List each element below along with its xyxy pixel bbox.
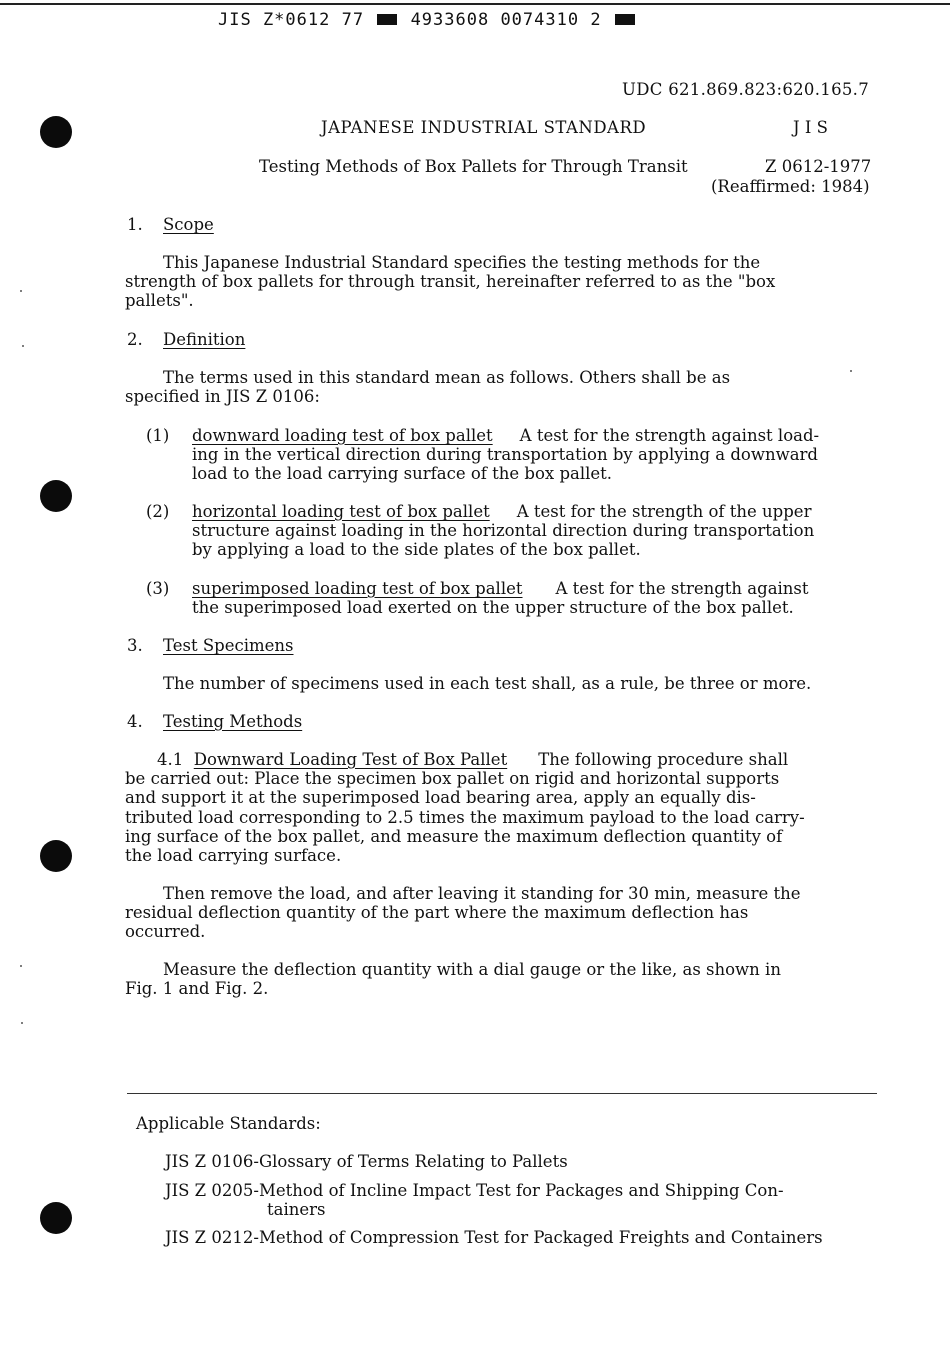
definition-term: superimposed loading test of box pallet <box>192 579 523 598</box>
procedure-line: the load carrying surface. <box>125 846 342 866</box>
scan-speck <box>850 370 852 372</box>
udc-number: UDC 621.869.823:620.165.7 <box>622 80 870 99</box>
residual-deflection-paragraph <box>125 884 801 942</box>
definition-item <box>192 502 814 560</box>
footnote-divider <box>127 1093 877 1094</box>
definition-line: The terms used in this standard mean as follows. Others shall be as <box>163 368 731 387</box>
scan-speck <box>21 1022 23 1024</box>
standard-code: Z 0612-1977 <box>765 157 872 176</box>
section-4-title: Testing Methods <box>163 712 303 731</box>
definition-term: downward loading test of box pallet <box>192 426 493 445</box>
definition-text: by applying a load to the side plates of the box pallet. <box>192 540 641 560</box>
section-1-number: 1. <box>127 215 143 234</box>
scan-mark <box>615 14 635 25</box>
definition-line: specified in JIS Z 0106: <box>125 387 320 407</box>
standard-org: JAPANESE INDUSTRIAL STANDARD <box>321 118 647 137</box>
definition-term: horizontal loading test of box pallet <box>192 502 490 521</box>
applicable-standards-heading: Applicable Standards: <box>136 1114 321 1133</box>
scan-speck <box>20 965 22 967</box>
applicable-standard: JIS Z 0212-Method of Compression Test for Packaged Freights and Containers <box>165 1228 823 1247</box>
procedure-line: tributed load corresponding to 2.5 times the maximum payload to the load carry- <box>125 807 805 827</box>
scope-line: pallets". <box>125 291 194 311</box>
scan-mark <box>377 14 397 25</box>
procedure-line: Fig. 1 and Fig. 2. <box>125 979 269 999</box>
reaffirmed-note: (Reaffirmed: 1984) <box>711 177 870 196</box>
section-3-title: Test Specimens <box>163 636 294 655</box>
definition-item-number: (1) <box>146 426 170 445</box>
jis-label: J I S <box>793 118 828 137</box>
definition-text: structure against loading in the horizontal direction during transportation <box>192 521 815 541</box>
procedure-line: be carried out: Place the specimen box pallet on rigid and horizontal supports <box>125 769 780 789</box>
procedure-line: occurred. <box>125 922 206 942</box>
document-title: Testing Methods of Box Pallets for Through Transit <box>259 157 688 176</box>
subsection-4-1-paragraph <box>125 750 805 865</box>
scope-line: This Japanese Industrial Standard specifies the testing methods for the <box>163 253 761 272</box>
procedure-text: The following procedure shall <box>538 750 789 769</box>
scan-speck <box>22 345 24 347</box>
procedure-line: Then remove the load, and after leaving it standing for 30 min, measure the <box>163 884 801 903</box>
scan-code <box>218 10 637 30</box>
procedure-line: residual deflection quantity of the part where the maximum deflection has <box>125 903 749 923</box>
section-2-title: Definition <box>163 330 246 349</box>
scope-line: strength of box pallets for through transit, hereinafter referred to as the "box <box>125 272 776 292</box>
measurement-paragraph <box>125 960 781 998</box>
definition-text: load to the load carrying surface of the box pallet. <box>192 464 613 484</box>
subsection-title: Downward Loading Test of Box Pallet <box>193 750 508 769</box>
definition-text: A test for the strength against <box>555 579 809 598</box>
section-2-number: 2. <box>127 330 143 349</box>
punch-hole <box>40 116 72 148</box>
definition-text: the superimposed load exerted on the upper structure of the box pallet. <box>192 598 794 618</box>
definition-intro <box>125 368 730 406</box>
procedure-line: Measure the deflection quantity with a dial gauge or the like, as shown in <box>163 960 781 979</box>
applicable-standard-continued: tainers <box>267 1200 326 1219</box>
punch-hole <box>40 840 72 872</box>
procedure-line: ing surface of the box pallet, and measure the maximum deflection quantity of <box>125 826 783 846</box>
scan-code-prefix: JIS Z*0612 77 <box>218 10 365 30</box>
definition-item <box>192 426 819 484</box>
definition-item-number: (3) <box>146 579 170 598</box>
section-1-title: Scope <box>163 215 214 234</box>
section-4-number: 4. <box>127 712 143 731</box>
specimens-paragraph <box>163 674 811 693</box>
definition-item <box>192 579 809 617</box>
scan-code-number: 4933608 0074310 2 <box>410 10 602 30</box>
definition-text: ing in the vertical direction during transportation by applying a downward <box>192 445 818 465</box>
section-3-number: 3. <box>127 636 143 655</box>
top-edge-line <box>0 3 950 5</box>
applicable-standard: JIS Z 0106-Glossary of Terms Relating to Pallets <box>165 1152 568 1171</box>
applicable-standard: JIS Z 0205-Method of Incline Impact Test for Packages and Shipping Con- <box>165 1181 784 1200</box>
definition-item-number: (2) <box>146 502 170 521</box>
punch-hole <box>40 1202 72 1234</box>
definition-text: A test for the strength of the upper <box>516 502 812 521</box>
procedure-line: and support it at the superimposed load bearing area, apply an equally dis- <box>125 788 756 808</box>
specimens-line: The number of specimens used in each test shall, as a rule, be three or more. <box>163 674 812 693</box>
punch-hole <box>40 480 72 512</box>
subsection-number: 4.1 <box>157 750 184 769</box>
scope-paragraph <box>125 253 775 311</box>
scan-speck <box>20 290 22 292</box>
definition-text: A test for the strength against load- <box>519 426 820 445</box>
